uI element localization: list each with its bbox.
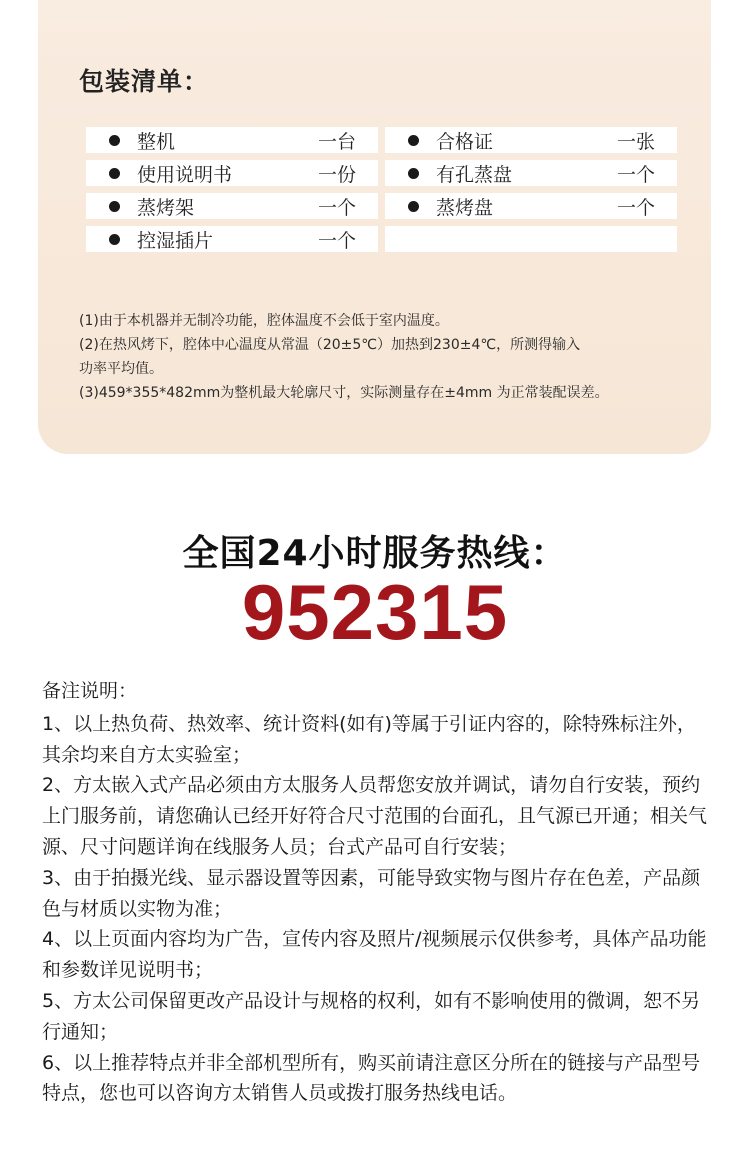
remarks-line: 行通知；: [42, 1020, 119, 1043]
packing-item-qty: 一张: [616, 130, 655, 153]
bullet-icon: [109, 168, 120, 179]
packing-item: [86, 127, 378, 153]
remarks-line: 源、尺寸问题详询在线服务人员；台式产品可自行安装；: [42, 835, 518, 858]
packing-item: [385, 160, 677, 186]
packing-note: (2)在热风烤下，腔体中心温度从常温（20±5℃）加热到230±4℃，所测得输入: [79, 337, 581, 353]
packing-item: [86, 160, 378, 186]
packing-item-qty: 一个: [317, 196, 356, 219]
remarks-line: 6、以上推荐特点并非全部机型所有，购买前请注意区分所在的链接与产品型号: [42, 1051, 701, 1074]
packing-list-title: 包装清单：: [79, 67, 210, 96]
remarks-section: [42, 676, 714, 1109]
remarks-line: 4、以上页面内容均为广告，宣传内容及照片/视频展示仅供参考，具体产品功能: [42, 928, 707, 951]
packing-note: (1)由于本机器并无制冷功能，腔体温度不会低于室内温度。: [79, 313, 449, 329]
bullet-icon: [408, 135, 419, 146]
packing-item: [385, 127, 677, 153]
packing-notes: [79, 309, 699, 405]
packing-item-name: 整机: [137, 130, 176, 153]
remarks-line: 其余均来自方太实验室；: [42, 743, 252, 766]
remarks-line: 和参数详见说明书；: [42, 959, 214, 982]
packing-item-name: 合格证: [436, 130, 494, 153]
packing-item-qty: 一个: [616, 196, 655, 219]
packing-item-qty: 一台: [317, 130, 356, 153]
packing-item-name: 控湿插片: [137, 229, 214, 252]
packing-item-name: 蒸烤盘: [436, 196, 494, 219]
packing-list-grid: [86, 127, 677, 252]
packing-item: [86, 193, 378, 219]
hotline-number: 952315: [241, 568, 509, 656]
packing-item-name: 蒸烤架: [137, 196, 195, 219]
packing-note: (3)459*355*482mm为整机最大轮廓尺寸，实际测量存在±4mm 为正常装配误差。: [79, 385, 609, 401]
hotline-title: 全国24小时服务热线：: [182, 533, 568, 574]
packing-item-empty: [385, 226, 677, 252]
packing-note: 功率平均值。: [79, 361, 163, 377]
remarks-line: 2、方太嵌入式产品必须由方太服务人员帮您安放并调试，请勿自行安装，预约: [42, 774, 701, 797]
bullet-icon: [109, 135, 120, 146]
remarks-heading: 备注说明：: [42, 680, 138, 702]
remarks-line: 色与材质以实物为准；: [42, 897, 233, 920]
remarks-line: 3、由于拍摄光线、显示器设置等因素，可能导致实物与图片存在色差，产品颜: [42, 866, 701, 889]
bullet-icon: [408, 201, 419, 212]
packing-item-qty: 一个: [616, 163, 655, 186]
remarks-line: 上门服务前，请您确认已经开好符合尺寸范围的台面孔，且气源已开通；相关气: [42, 805, 708, 828]
packing-item-name: 使用说明书: [137, 163, 233, 186]
bullet-icon: [408, 168, 419, 179]
packing-item-qty: 一个: [317, 229, 356, 252]
packing-item: [385, 193, 677, 219]
bullet-icon: [109, 234, 120, 245]
packing-item-qty: 一份: [317, 163, 356, 186]
remarks-line: 1、以上热负荷、热效率、统计资料(如有)等属于引证内容的，除特殊标注外，: [42, 712, 696, 735]
bullet-icon: [109, 201, 120, 212]
packing-item: [86, 226, 378, 252]
remarks-line: 特点，您也可以咨询方太销售人员或拨打服务热线电话。: [42, 1082, 518, 1105]
packing-item-name: 有孔蒸盘: [436, 163, 513, 186]
remarks-line: 5、方太公司保留更改产品设计与规格的权利，如有不影响使用的微调，恕不另: [42, 989, 701, 1012]
